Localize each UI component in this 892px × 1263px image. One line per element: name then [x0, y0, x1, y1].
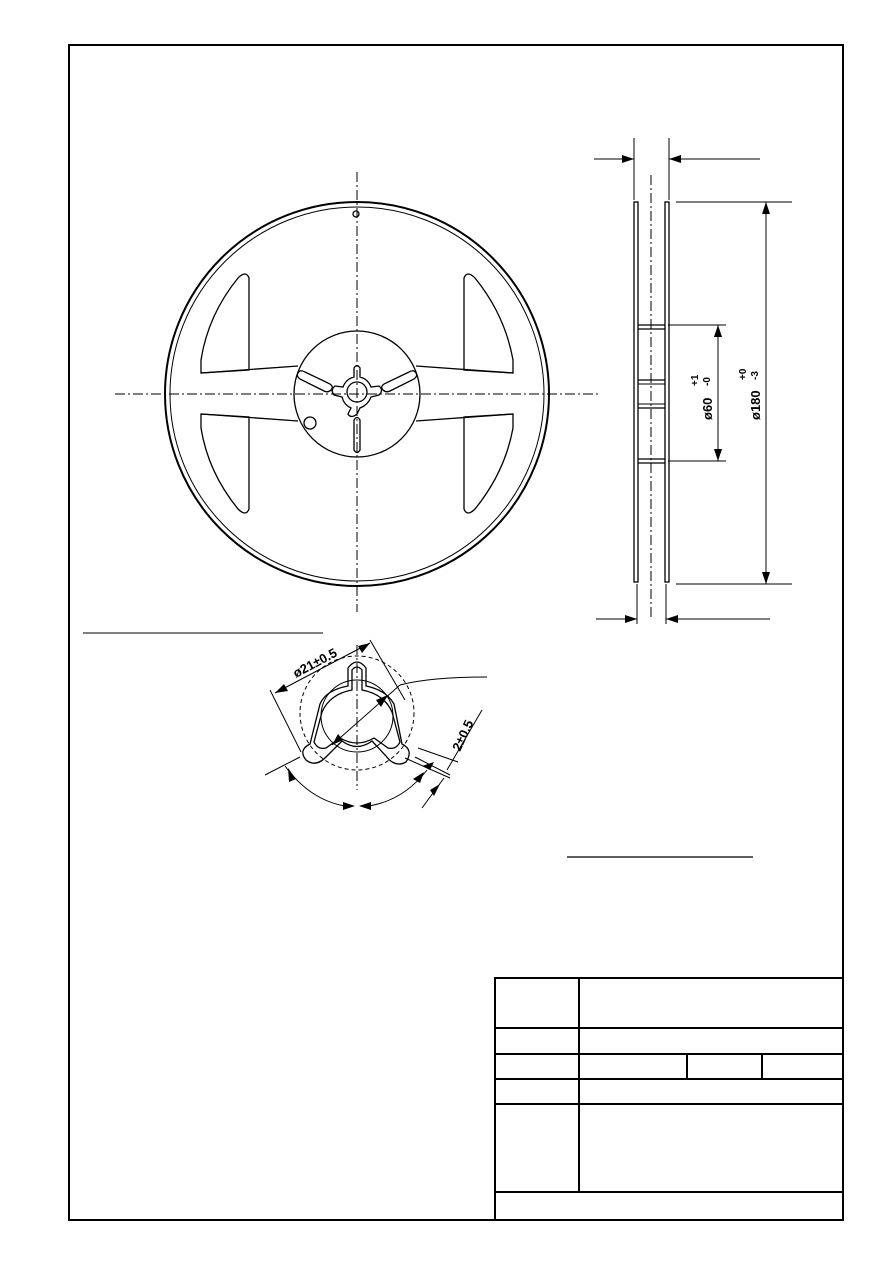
key-width-label: 2±0.5	[449, 717, 477, 754]
reel-front-view	[115, 172, 600, 612]
hub-tolerance-lower: -0	[702, 377, 713, 386]
arbor-detail-view	[265, 640, 487, 810]
window-lower-left	[201, 414, 249, 513]
indicator-hole	[353, 211, 359, 217]
side-flange-left	[634, 202, 638, 582]
drive-hole	[304, 417, 316, 429]
window-upper-left	[201, 274, 249, 373]
window-upper-right	[464, 274, 513, 373]
hub-slot-left	[297, 371, 332, 392]
reel-tolerance-upper: +0	[738, 368, 749, 380]
hub-tolerance-upper: +1	[690, 374, 701, 386]
window-lower-right	[464, 414, 513, 513]
title-block-frame	[495, 978, 843, 1220]
reel-diameter-label: ø180	[748, 390, 763, 420]
title-block	[495, 978, 843, 1220]
angle-arc-left	[285, 766, 345, 806]
hub-diameter-label: ø60	[700, 397, 715, 420]
arbor-diameter-label: ø21±0.5	[290, 645, 340, 681]
side-flange-right	[665, 202, 669, 582]
angle-arc-right	[369, 770, 427, 806]
hub-slot-right	[382, 371, 417, 392]
reel-tolerance-lower: -3	[750, 371, 761, 380]
reel-side-view	[594, 138, 792, 624]
